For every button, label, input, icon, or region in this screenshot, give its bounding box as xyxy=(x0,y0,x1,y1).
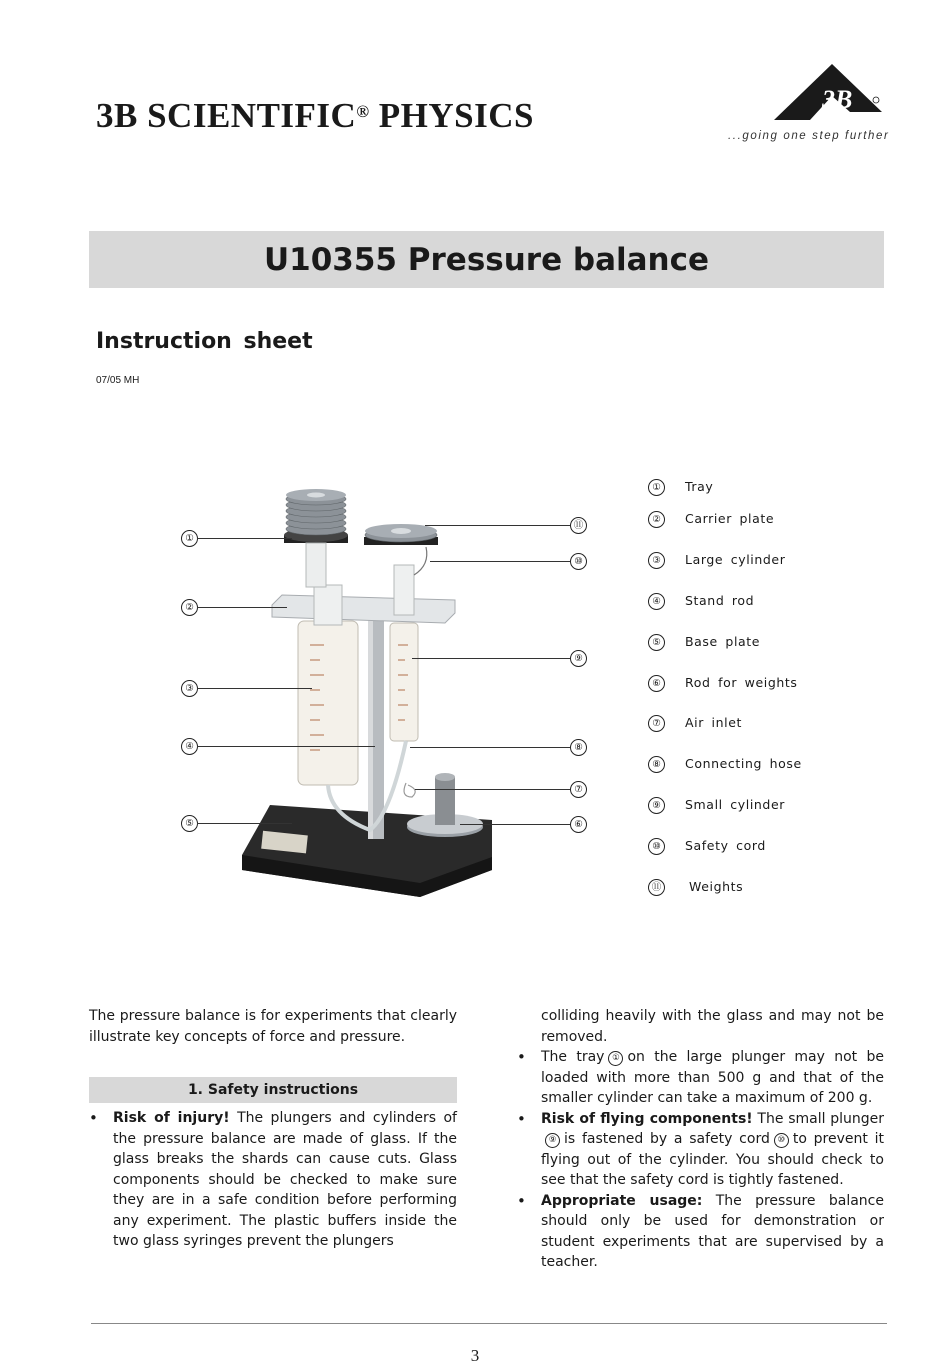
instruction-sheet-heading: Instruction sheet xyxy=(96,329,313,354)
legend-item: ④ Stand rod xyxy=(648,592,868,612)
brand-title xyxy=(96,96,534,136)
leader-9 xyxy=(412,658,570,659)
leader-1 xyxy=(197,538,292,539)
safety-bullet-tray-load: • The tray ① on the large plunger may not be loaded with more than 500 g and that of the smaller cylinder can take a maximum of 200 g. xyxy=(517,1047,884,1109)
safety-bullet-continuation: colliding heavily with the glass and may not be removed. xyxy=(541,1008,884,1045)
safety-bullet-flying-components: • Risk of flying components! The small plunger⑨ is fastened by a safety cord ⑩ to prevent it flying out of the cylinder. You should check to see that the safety cord is tightly fastened. xyxy=(517,1109,884,1191)
legend-item: ⑧ Connecting hose xyxy=(648,755,868,775)
leader-7 xyxy=(415,789,570,790)
callout-11: ⑪ xyxy=(570,517,587,534)
legend-item: ⑥ Rod for weights xyxy=(648,674,868,694)
brand-name: 3B SCIENTIFIC xyxy=(96,96,357,135)
3b-logo-icon xyxy=(770,62,890,122)
right-column xyxy=(517,1006,884,1273)
callout-4: ④ xyxy=(181,738,198,755)
leader-4 xyxy=(197,746,375,747)
registered-mark: ® xyxy=(356,102,370,121)
leader-10 xyxy=(430,561,570,562)
callout-1: ① xyxy=(181,530,198,547)
safety-list xyxy=(89,1108,457,1252)
tagline: ...going one step further xyxy=(728,130,890,142)
callout-7: ⑦ xyxy=(570,781,587,798)
date-code: 07/05 MH xyxy=(96,375,140,386)
leader-6 xyxy=(460,824,570,825)
safety-bullet-usage: • Appropriate usage: The pressure balance should only be used for demonstration or student experiments that are supervised by a teacher. xyxy=(517,1191,884,1273)
brand-suffix: PHYSICS xyxy=(369,96,534,135)
legend-item: ② Carrier plate xyxy=(648,510,868,530)
leader-3 xyxy=(197,688,312,689)
leader-8 xyxy=(410,747,570,748)
callout-6: ⑥ xyxy=(570,816,587,833)
safety-list-continued xyxy=(517,1047,884,1273)
intro-paragraph: The pressure balance is for experiments that clearly illustrate key concepts of force and pressure. xyxy=(89,1008,457,1045)
leader-2 xyxy=(197,607,287,608)
leader-5 xyxy=(197,823,292,824)
legend-item: ⑨ Small cylinder xyxy=(648,796,868,816)
page-title: U10355 Pressure balance xyxy=(263,241,710,278)
legend-item: ⑪ Weights xyxy=(648,878,868,898)
left-column xyxy=(89,1006,457,1252)
callout-9: ⑨ xyxy=(570,650,587,667)
pressure-balance-illustration xyxy=(240,485,500,905)
legend-item: ⑤ Base plate xyxy=(648,633,868,653)
callout-10: ⑩ xyxy=(570,553,587,570)
callout-2: ② xyxy=(181,599,198,616)
section-heading-safety: 1. Safety instructions xyxy=(89,1077,457,1103)
callout-5: ⑤ xyxy=(181,815,198,832)
callout-3: ③ xyxy=(181,680,198,697)
logo-text: 3B xyxy=(822,85,853,114)
callout-8: ⑧ xyxy=(570,739,587,756)
leader-11 xyxy=(425,525,570,526)
footer-divider xyxy=(91,1323,887,1324)
legend-item: ⑩ Safety cord xyxy=(648,837,868,857)
page-number: 3 xyxy=(470,1346,480,1365)
title-bar xyxy=(89,231,884,288)
safety-bullet-injury: • Risk of injury! The plungers and cylinders of the pressure balance are made of glass. If the glass breaks the shards can cause cuts. Glass components should be checked to make sure they are in a safe condition before performing any experiment. The plastic buffers inside the two glass syringes prevent the plungers xyxy=(89,1108,457,1252)
legend-item: ⑦ Air inlet xyxy=(648,714,868,734)
legend-item: ① Tray xyxy=(648,478,868,498)
legend-item: ③ Large cylinder xyxy=(648,551,868,571)
